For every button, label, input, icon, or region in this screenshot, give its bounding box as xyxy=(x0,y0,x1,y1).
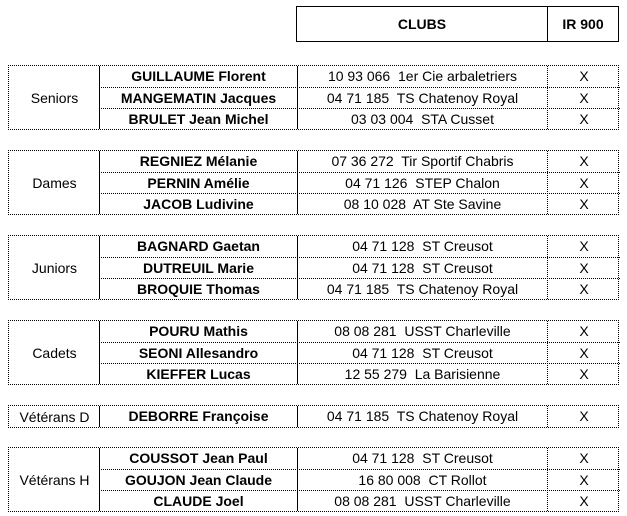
table-row xyxy=(99,278,620,300)
athlete-name: KIEFFER Lucas xyxy=(146,366,251,382)
category-group xyxy=(8,150,619,215)
category-group xyxy=(8,65,619,130)
ir900-mark: X xyxy=(579,153,589,169)
ir900-header: IR 900 xyxy=(547,6,619,42)
club-info: 07 36 272 Tir Sportif Chabris xyxy=(331,153,514,169)
table-row xyxy=(99,108,620,130)
ir900-mark: X xyxy=(579,175,589,191)
ir900-mark: X xyxy=(579,366,589,382)
category-label: Juniors xyxy=(31,259,78,276)
table-row xyxy=(99,448,620,469)
club-info: 04 71 185 TS Chatenoy Royal xyxy=(326,281,519,297)
athlete-name: JACOB Ludivine xyxy=(143,196,254,212)
athlete-name: DUTREUIL Marie xyxy=(143,260,254,276)
ir900-mark: X xyxy=(579,323,589,339)
club-info: 04 71 128 ST Creusot xyxy=(352,260,493,276)
ir900-mark: X xyxy=(579,90,589,106)
club-info: 08 10 028 AT Ste Savine xyxy=(343,196,502,212)
athlete-name: PERNIN Amélie xyxy=(147,175,250,191)
ir900-mark: X xyxy=(579,196,589,212)
category-label: Seniors xyxy=(30,89,79,106)
ir900-mark: X xyxy=(579,281,589,297)
club-info: 04 71 185 TS Chatenoy Royal xyxy=(326,90,519,106)
ir900-mark: X xyxy=(579,345,589,361)
ir900-mark: X xyxy=(579,111,589,127)
ir900-mark: X xyxy=(579,260,589,276)
category-group xyxy=(8,235,619,300)
athlete-name: CLAUDE Joel xyxy=(153,493,244,509)
club-info: 04 71 126 STEP Chalon xyxy=(345,175,500,191)
table-row xyxy=(99,87,620,109)
club-info: 10 93 066 1er Cie arbaletriers xyxy=(327,68,518,84)
table-row xyxy=(99,151,620,172)
athlete-name: DEBORRE Françoise xyxy=(128,408,269,424)
category-label: Dames xyxy=(32,174,77,191)
athlete-name: POURU Mathis xyxy=(149,323,248,339)
category-label: Vétérans D xyxy=(19,408,90,425)
category-group xyxy=(8,405,619,428)
club-info: 03 03 004 STA Cusset xyxy=(351,111,494,127)
category-group xyxy=(8,320,619,385)
athlete-name: REGNIEZ Mélanie xyxy=(139,153,258,169)
athlete-name: BRULET Jean Michel xyxy=(128,111,269,127)
table-row xyxy=(99,257,620,279)
table-row xyxy=(99,490,620,512)
table-row xyxy=(99,172,620,194)
athlete-name: BAGNARD Gaetan xyxy=(137,238,260,254)
table-row xyxy=(99,321,620,342)
club-info: 04 71 185 TS Chatenoy Royal xyxy=(326,408,519,424)
table-row xyxy=(99,406,620,427)
clubs-header: CLUBS xyxy=(296,6,548,42)
table-row xyxy=(99,342,620,364)
club-info: 12 55 279 La Barisienne xyxy=(344,366,501,382)
ir900-mark: X xyxy=(579,472,589,488)
table-row xyxy=(99,363,620,385)
category-group xyxy=(8,447,619,512)
ir900-mark: X xyxy=(579,493,589,509)
athlete-name: GUILLAUME Florent xyxy=(131,68,266,84)
club-info: 04 71 128 ST Creusot xyxy=(352,238,493,254)
ir900-mark: X xyxy=(579,68,589,84)
club-info: 16 80 008 CT Rollot xyxy=(358,472,487,488)
table-row xyxy=(99,236,620,257)
athlete-name: GOUJON Jean Claude xyxy=(124,472,273,488)
athlete-name: SEONI Allesandro xyxy=(138,345,259,361)
club-info: 08 08 281 USST Charleville xyxy=(334,493,511,509)
club-info: 08 08 281 USST Charleville xyxy=(334,323,511,339)
table-row xyxy=(99,66,620,87)
club-info: 04 71 128 ST Creusot xyxy=(352,345,493,361)
table-row xyxy=(99,469,620,491)
ir900-mark: X xyxy=(579,450,589,466)
athlete-name: BROQUIE Thomas xyxy=(137,281,260,297)
table-row xyxy=(99,193,620,215)
club-info: 04 71 128 ST Creusot xyxy=(352,450,493,466)
athlete-name: COUSSOT Jean Paul xyxy=(129,450,268,466)
ir900-mark: X xyxy=(579,408,589,424)
ir900-mark: X xyxy=(579,238,589,254)
category-label: Vétérans H xyxy=(19,471,90,488)
athlete-name: MANGEMATIN Jacques xyxy=(120,90,277,106)
category-label: Cadets xyxy=(32,344,77,361)
